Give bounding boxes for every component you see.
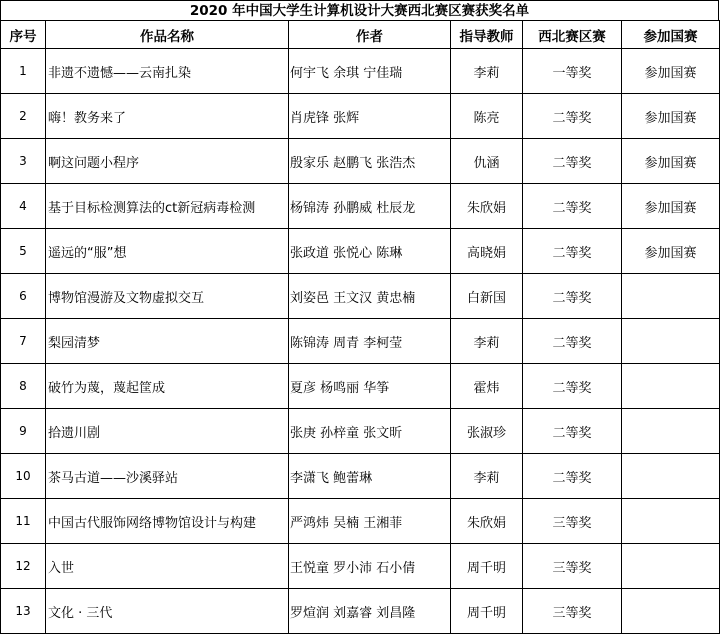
cell-work-name: 文化 · 三代 — [46, 589, 289, 634]
cell-work-name: 中国古代服饰网络博物馆设计与构建 — [46, 499, 289, 544]
table-row — [1, 139, 720, 184]
table-row — [1, 274, 720, 319]
cell-teacher: 李莉 — [451, 319, 523, 364]
cell-teacher: 陈亮 — [451, 94, 523, 139]
cell-work-name: 基于目标检测算法的ct新冠病毒检测 — [46, 184, 289, 229]
cell-teacher: 仇涵 — [451, 139, 523, 184]
cell-regional-award: 二等奖 — [523, 184, 622, 229]
cell-regional-award: 三等奖 — [523, 544, 622, 589]
cell-authors: 严鸿炜 吴楠 王湘菲 — [289, 499, 451, 544]
cell-index: 1 — [1, 49, 46, 94]
table-row — [1, 319, 720, 364]
cell-teacher: 李莉 — [451, 454, 523, 499]
cell-authors: 罗煊润 刘嘉睿 刘昌隆 — [289, 589, 451, 634]
cell-index: 3 — [1, 139, 46, 184]
header-regional-award: 西北赛区赛 — [523, 21, 622, 49]
cell-work-name: 非遗不遗憾——云南扎染 — [46, 49, 289, 94]
cell-teacher: 朱欣娟 — [451, 184, 523, 229]
cell-work-name: 嗨！教务来了 — [46, 94, 289, 139]
table-row — [1, 454, 720, 499]
cell-work-name: 博物馆漫游及文物虚拟交互 — [46, 274, 289, 319]
header-authors: 作者 — [289, 21, 451, 49]
cell-teacher: 李莉 — [451, 49, 523, 94]
cell-national — [622, 319, 720, 364]
cell-national — [622, 409, 720, 454]
cell-teacher: 霍炜 — [451, 364, 523, 409]
table-row — [1, 94, 720, 139]
cell-national: 参加国赛 — [622, 139, 720, 184]
cell-regional-award: 二等奖 — [523, 319, 622, 364]
cell-teacher: 高晓娟 — [451, 229, 523, 274]
cell-authors: 夏彦 杨鸣丽 华筝 — [289, 364, 451, 409]
cell-regional-award: 二等奖 — [523, 274, 622, 319]
cell-index: 12 — [1, 544, 46, 589]
cell-work-name: 茶马古道——沙溪驿站 — [46, 454, 289, 499]
cell-teacher: 张淑珍 — [451, 409, 523, 454]
cell-work-name: 梨园清梦 — [46, 319, 289, 364]
cell-authors: 李潇飞 鲍蕾琳 — [289, 454, 451, 499]
cell-work-name: 破竹为蔑，蔑起筐成 — [46, 364, 289, 409]
cell-national: 参加国赛 — [622, 184, 720, 229]
table-row — [1, 409, 720, 454]
cell-index: 5 — [1, 229, 46, 274]
cell-regional-award: 二等奖 — [523, 94, 622, 139]
table-row — [1, 544, 720, 589]
table-header-row — [1, 21, 720, 49]
cell-authors: 殷家乐 赵鹏飞 张浩杰 — [289, 139, 451, 184]
cell-national: 参加国赛 — [622, 229, 720, 274]
cell-index: 13 — [1, 589, 46, 634]
cell-national: 参加国赛 — [622, 49, 720, 94]
header-work-name: 作品名称 — [46, 21, 289, 49]
cell-authors: 王悦童 罗小沛 石小倩 — [289, 544, 451, 589]
cell-regional-award: 二等奖 — [523, 409, 622, 454]
cell-teacher: 周千明 — [451, 544, 523, 589]
cell-index: 2 — [1, 94, 46, 139]
cell-index: 11 — [1, 499, 46, 544]
cell-regional-award: 三等奖 — [523, 589, 622, 634]
cell-national — [622, 499, 720, 544]
cell-authors: 肖虎锋 张辉 — [289, 94, 451, 139]
header-teacher: 指导教师 — [451, 21, 523, 49]
cell-regional-award: 二等奖 — [523, 139, 622, 184]
cell-work-name: 遥远的“服”想 — [46, 229, 289, 274]
cell-work-name: 啊这问题小程序 — [46, 139, 289, 184]
cell-authors: 杨锦涛 孙鹏威 杜辰龙 — [289, 184, 451, 229]
table-row — [1, 589, 720, 634]
document-title: 2020 年中国大学生计算机设计大赛西北赛区赛获奖名单 — [0, 0, 719, 20]
cell-teacher: 周千明 — [451, 589, 523, 634]
cell-index: 9 — [1, 409, 46, 454]
cell-authors: 何宇飞 余琪 宁佳瑞 — [289, 49, 451, 94]
table-row — [1, 364, 720, 409]
table-row — [1, 49, 720, 94]
cell-work-name: 入世 — [46, 544, 289, 589]
cell-regional-award: 一等奖 — [523, 49, 622, 94]
cell-index: 10 — [1, 454, 46, 499]
cell-authors: 陈锦涛 周青 李柯莹 — [289, 319, 451, 364]
cell-work-name: 拾遗川剧 — [46, 409, 289, 454]
cell-authors: 刘姿邑 王文汉 黄忠楠 — [289, 274, 451, 319]
cell-index: 4 — [1, 184, 46, 229]
cell-index: 7 — [1, 319, 46, 364]
cell-regional-award: 二等奖 — [523, 454, 622, 499]
table-row — [1, 184, 720, 229]
cell-teacher: 朱欣娟 — [451, 499, 523, 544]
cell-national — [622, 544, 720, 589]
cell-national — [622, 364, 720, 409]
awards-table — [0, 20, 720, 634]
cell-national — [622, 274, 720, 319]
cell-authors: 张政道 张悦心 陈琳 — [289, 229, 451, 274]
table-row — [1, 499, 720, 544]
header-national: 参加国赛 — [622, 21, 720, 49]
cell-regional-award: 二等奖 — [523, 229, 622, 274]
table-row — [1, 229, 720, 274]
cell-regional-award: 三等奖 — [523, 499, 622, 544]
cell-index: 6 — [1, 274, 46, 319]
cell-national — [622, 454, 720, 499]
cell-national — [622, 589, 720, 634]
cell-authors: 张庚 孙梓童 张文昕 — [289, 409, 451, 454]
cell-regional-award: 二等奖 — [523, 364, 622, 409]
header-index: 序号 — [1, 21, 46, 49]
cell-index: 8 — [1, 364, 46, 409]
cell-teacher: 白新国 — [451, 274, 523, 319]
cell-national: 参加国赛 — [622, 94, 720, 139]
